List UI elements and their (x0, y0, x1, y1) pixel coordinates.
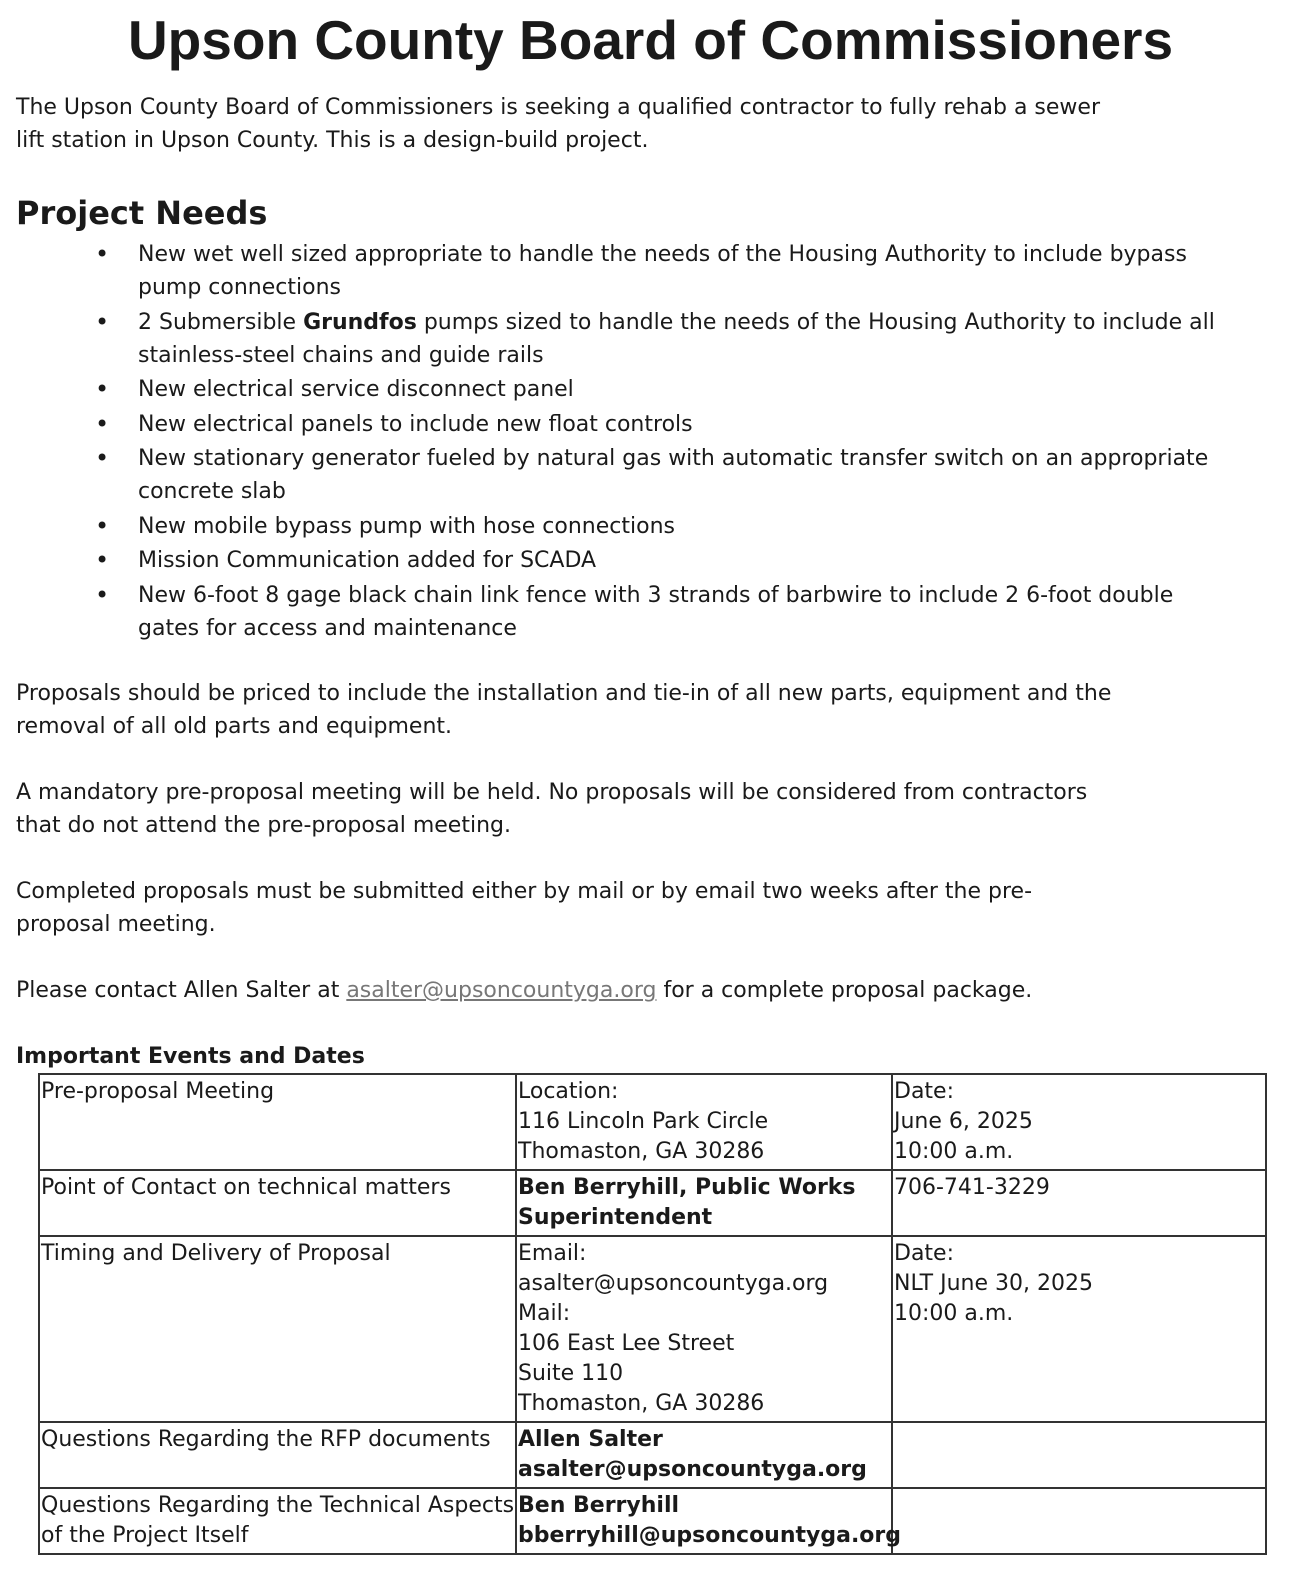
detail-cell (516, 1488, 902, 1554)
detail-line: Ben Berryhill (518, 1493, 680, 1518)
project-needs-heading: Project Needs (16, 194, 268, 232)
list-item-text: New electrical service disconnect panel (138, 377, 574, 402)
table-row (39, 1236, 1266, 1422)
detail-line: Thomaston, GA 30286 (518, 1139, 765, 1164)
date-line: Date: (894, 1079, 954, 1104)
detail-cell (516, 1074, 892, 1170)
bullet-icon: • (95, 546, 110, 574)
list-item-text: New stationary generator fueled by natural gas with automatic transfer switch on an appropriate concrete slab (138, 446, 1209, 504)
project-needs-list (0, 238, 1240, 646)
list-item-text: Mission Communication added for SCADA (138, 548, 597, 573)
list-item (0, 442, 1240, 508)
table-row (39, 1422, 1266, 1488)
detail-line: Ben Berryhill, Public Works Superintendent (518, 1175, 856, 1230)
detail-line: bberryhill@upsoncountyga.org (518, 1523, 902, 1548)
date-line: 706-741-3229 (894, 1175, 1050, 1200)
date-line: June 6, 2025 (894, 1109, 1033, 1134)
detail-line: 116 Lincoln Park Circle (518, 1109, 769, 1134)
date-cell (892, 1488, 1266, 1554)
table-row (39, 1488, 1266, 1554)
date-cell (892, 1170, 1266, 1236)
list-item (0, 408, 1240, 441)
list-item-text: pumps sized to handle the needs of the Housing Authority to include all stainless-steel chains and guide rails (138, 309, 1215, 368)
bullet-icon: • (95, 444, 110, 472)
page-title: Upson County Board of Commissioners (127, 9, 1174, 71)
event-cell: Questions Regarding the Technical Aspects of the Project Itself (39, 1488, 516, 1554)
contact-prefix: Please contact Allen Salter at (16, 978, 347, 1003)
date-line: NLT June 30, 2025 (894, 1271, 1093, 1296)
submission-paragraph: Completed proposals must be submitted either by mail or by email two weeks after the pre-proposal meeting. (16, 879, 1033, 937)
date-cell (892, 1236, 1266, 1422)
detail-line: Location: (518, 1079, 619, 1104)
detail-line: Suite 110 (518, 1361, 624, 1386)
list-item (0, 373, 1240, 406)
table-row (39, 1170, 1266, 1236)
date-cell (892, 1422, 1266, 1488)
list-item-text: New electrical panels to include new float controls (138, 411, 693, 437)
bullet-icon: • (95, 511, 110, 540)
date-line: 10:00 a.m. (894, 1139, 1014, 1164)
bullet-icon: • (95, 375, 110, 403)
list-item-prefix: 2 Submersible (138, 309, 304, 335)
events-heading: Important Events and Dates (16, 1044, 365, 1069)
event-cell: Point of Contact on technical matters (39, 1170, 516, 1236)
list-item (0, 579, 1240, 645)
list-item-brand: Grundfos (303, 309, 417, 335)
detail-line: Mail: (518, 1301, 571, 1326)
list-item-text: New mobile bypass pump with hose connections (138, 513, 675, 539)
detail-line: Thomaston, GA 30286 (518, 1391, 765, 1416)
list-item (0, 306, 1240, 372)
date-line: Date: (894, 1241, 954, 1266)
detail-line: asalter@upsoncountyga.org (518, 1271, 829, 1296)
list-item-text: New wet well sized appropriate to handle the needs of the Housing Authority to include bypass pump connections (138, 242, 1187, 300)
event-cell: Pre-proposal Meeting (39, 1074, 516, 1170)
detail-line: Allen Salter (518, 1427, 663, 1452)
detail-line: Email: (518, 1241, 587, 1266)
contact-suffix: for a complete proposal package. (656, 978, 1033, 1003)
meeting-paragraph: A mandatory pre-proposal meeting will be held. No proposals will be considered from contractors that do not attend the pre-proposal meeting. (16, 780, 1088, 838)
detail-cell (516, 1236, 892, 1422)
events-table (38, 1073, 1267, 1555)
detail-cell (516, 1422, 892, 1488)
event-cell: Timing and Delivery of Proposal (39, 1236, 516, 1422)
contact-email-link[interactable]: asalter@upsoncountyga.org (346, 978, 657, 1003)
date-cell (892, 1074, 1266, 1170)
bullet-icon: • (95, 580, 110, 609)
list-item (0, 238, 1240, 304)
table-row (39, 1074, 1266, 1170)
detail-line: asalter@upsoncountyga.org (518, 1457, 867, 1482)
bullet-icon: • (95, 307, 110, 336)
list-item (0, 544, 1240, 577)
detail-line: 106 East Lee Street (518, 1331, 735, 1356)
detail-cell (516, 1170, 892, 1236)
pricing-paragraph: Proposals should be priced to include the installation and tie-in of all new parts, equipment and the removal of all old parts and equipment. (16, 681, 1112, 739)
bullet-icon: • (95, 240, 110, 268)
bullet-icon: • (95, 409, 110, 438)
intro-paragraph: The Upson County Board of Commissioners is seeking a qualified contractor to fully rehab a sewer lift station in Upson County. This is a design-build project. (16, 95, 1100, 153)
event-cell: Questions Regarding the RFP documents (39, 1422, 516, 1488)
date-line: 10:00 a.m. (894, 1301, 1014, 1326)
list-item (0, 510, 1240, 543)
list-item-text: New 6-foot 8 gage black chain link fence with 3 strands of barbwire to include 2 6-foot double gates for access and maintenance (138, 582, 1174, 641)
contact-paragraph (16, 974, 1116, 1007)
